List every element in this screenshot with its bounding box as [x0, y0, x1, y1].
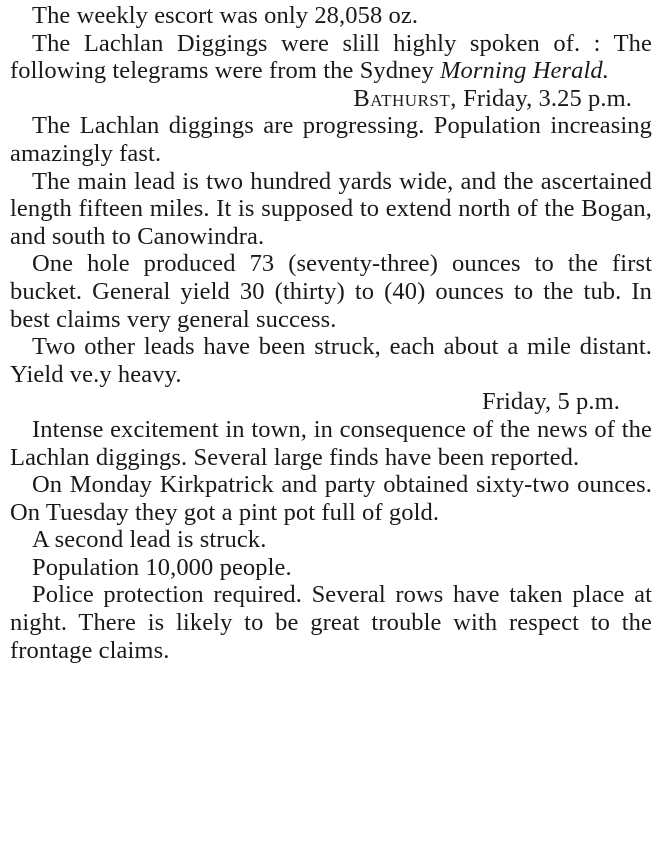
paragraph-second-lead: A second lead is struck. — [32, 526, 267, 554]
paragraph-lachlan-intro — [10, 30, 652, 85]
dateline-friday-5pm: Friday, 5 p.m. — [482, 388, 620, 416]
dateline-bathurst — [10, 85, 652, 113]
dateline-place: Bathurst, — [353, 84, 457, 112]
paragraph-main-lead: The main lead is two hundred yards wide, and the ascertained length fifteen miles. It is supposed to extend north of the Bogan, and south to Canowindra. — [10, 167, 652, 250]
paragraph-kirkpatrick: On Monday Kirkpatrick and party obtained sixty-two ounces. On Tuesday they got a pint pot full of gold. — [10, 471, 652, 526]
paragraph-other-leads: Two other leads have been struck, each about a mile distant. Yield ve.y heavy. — [10, 333, 652, 388]
paragraph-yield: One hole produced 73 (seventy-three) ounces to the first bucket. General yield 30 (thirty) to (40) ounces to the tub. In best claims very general success. — [10, 250, 652, 333]
newspaper-column — [10, 2, 652, 664]
paragraph-excitement: Intense excitement in town, in consequence of the news of the Lachlan diggings. Several large finds have been reported. — [10, 415, 652, 471]
paragraph-escort: The weekly escort was only 28,058 oz. — [32, 2, 419, 29]
newspaper-name: Morning Herald. — [440, 57, 609, 85]
dateline-time: Friday, 3.25 p.m. — [456, 84, 632, 112]
paragraph-police: Police protection required. Several rows have taken place at night. There is likely to be great trouble with respect to the frontage claims. — [10, 581, 652, 664]
paragraph-population: Population 10,000 people. — [32, 553, 292, 581]
paragraph-lachlan-intro-text: The Lachlan Diggings were slill highly spoken of. : The following telegrams were from the Sydney — [10, 29, 652, 85]
paragraph-progress: The Lachlan diggings are progressing. Population increasing amazingly fast. — [10, 112, 652, 167]
